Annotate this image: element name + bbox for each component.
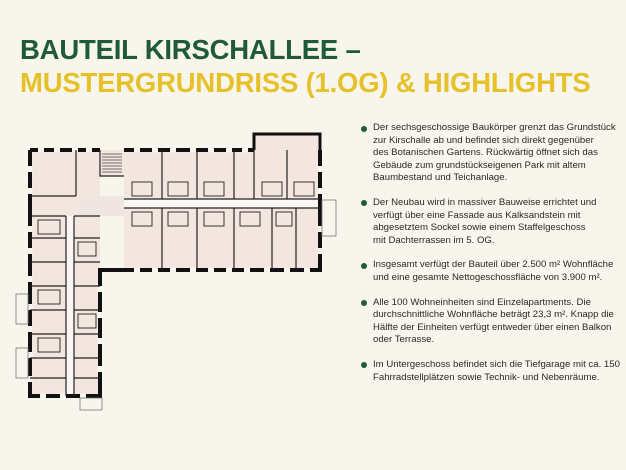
highlight-3-line-2: und eine gesamte Nettogeschossfläche von 3.900 m². bbox=[373, 271, 603, 283]
room-fill-east-wing bbox=[124, 150, 319, 270]
bullet-dot bbox=[361, 263, 367, 269]
highlight-3-line-1: Insgesamt verfügt der Bauteil über 2.500 m² Wohnfläche bbox=[373, 259, 614, 271]
highlight-1-line-4: Gebäude zum grundstückseigenen Park mit altem bbox=[373, 159, 586, 171]
highlight-2-line-2: verfügt über eine Fassade aus Kalksandstein mit bbox=[373, 209, 581, 221]
highlight-2-line-1: Der Neubau wird in massiver Bauweise errichtet und bbox=[373, 196, 597, 208]
highlight-item-1 bbox=[358, 122, 626, 185]
highlight-5-line-1: Im Untergeschoss befindet sich die Tiefgarage mit ca. 150 bbox=[373, 358, 620, 370]
highlights-list bbox=[358, 122, 626, 396]
balcony-east bbox=[322, 200, 336, 236]
title-line-2: MUSTERGRUNDRISS (1.OG) & HIGHLIGHTS bbox=[20, 67, 591, 98]
highlight-4-line-3: Hälfte der Einheiten verfügt entweder über einen Balkon bbox=[373, 321, 612, 333]
highlight-4-line-2: durchschnittliche Wohnfläche beträgt 23,3 m². Knapp die bbox=[373, 309, 614, 321]
highlight-4-line-1: Alle 100 Wohneinheiten sind Einzelapartments. Die bbox=[373, 296, 591, 308]
bullet-dot bbox=[361, 126, 367, 132]
highlight-2-line-4: mit Dachterrassen im 5. OG. bbox=[373, 234, 495, 246]
highlight-item-3 bbox=[358, 259, 626, 284]
balcony-south bbox=[80, 398, 102, 410]
inner-corner-wall bbox=[100, 270, 124, 396]
east-corridor-fill bbox=[124, 199, 319, 208]
balcony-west-1 bbox=[16, 294, 28, 324]
highlight-1-line-2: zur Kirschalle ab und befindet sich direkt gegenüber bbox=[373, 134, 594, 146]
title-line-1: BAUTEIL KIRSCHALLEE – bbox=[20, 34, 361, 65]
highlight-1-line-1: Der sechsgeschossige Baukörper grenzt das Grundstück bbox=[373, 122, 616, 133]
balcony-west-2 bbox=[16, 348, 28, 378]
highlight-1-line-5: Baumbestand und Teichanlage. bbox=[373, 172, 508, 184]
highlight-4-line-4: oder Terrasse. bbox=[373, 334, 435, 346]
highlight-item-4 bbox=[358, 297, 626, 347]
room-fill-west-wing bbox=[30, 150, 100, 396]
highlight-item-5 bbox=[358, 359, 626, 384]
highlight-1-line-3: des Botanischen Gartens. Rückwärtig öffnet sich das bbox=[373, 147, 598, 159]
page-title bbox=[20, 33, 591, 99]
corridor-fill bbox=[76, 196, 124, 216]
bullet-dot bbox=[361, 300, 367, 306]
bullet-dot bbox=[361, 200, 367, 206]
highlight-2-line-3: abgesetztem Sockel sowie einem Staffelgeschoss bbox=[373, 222, 586, 234]
floor-plan bbox=[14, 126, 346, 416]
stair-steps bbox=[102, 154, 122, 172]
highlight-5-line-2: Fahrradstellplätzen sowie Technik- und Nebenräume. bbox=[373, 371, 600, 383]
bullet-dot bbox=[361, 362, 367, 368]
west-corridor-fill bbox=[66, 216, 74, 396]
staircase bbox=[102, 154, 122, 172]
highlight-item-2 bbox=[358, 197, 626, 247]
